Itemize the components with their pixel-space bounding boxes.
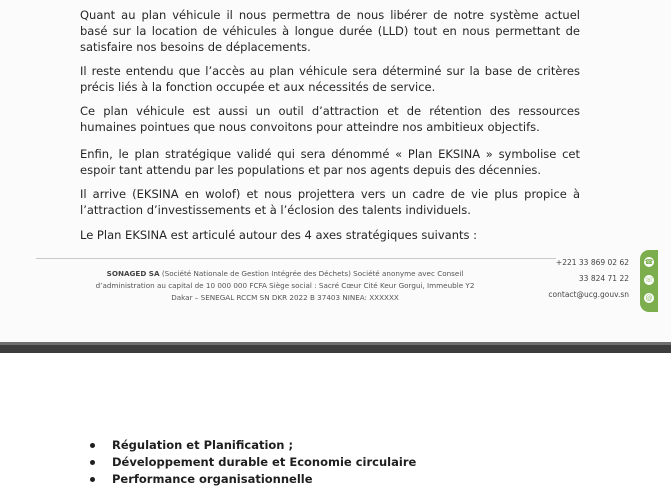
paragraph-plan-eksina: Enfin, le plan stratégique validé qui sera dénommé « Plan EKSINA » symbolise cet espoir tant attendu par les populations et par nos agents depuis des décennies. <box>80 147 580 177</box>
company-line2: d’administration au capital de 10 000 000 FCFA Siège social : Sacré Cœur Cité Keur Gorgui, Immeuble Y2 <box>95 281 475 290</box>
phone-number-1: +221 33 869 02 62 <box>555 258 629 267</box>
phone-number-2: 33 824 71 22 <box>578 274 629 283</box>
footer-contacts <box>548 255 629 303</box>
list-item: Performance organisationnelle <box>86 471 416 488</box>
paragraph-attraction-retention: Ce plan véhicule est aussi un outil d’attraction et de rétention des ressources humaines pointues que nous convoitons pour atteindre nos ambitieux objectifs. <box>80 104 580 134</box>
paragraph-plan-vehicule: Quant au plan véhicule il nous permettra de nous libérer de notre système actuel basé sur la location de véhicules à longue durée (LLD) tout en nous permettant de satisfaire nos besoins de déplacements. <box>80 8 580 54</box>
paragraph-acces-plan: Il reste entendu que l’accès au plan véhicule sera déterminé sur la base de critères précis liés à la fonction occupée et aux nécessités de service. <box>80 64 580 94</box>
footer-divider <box>36 258 556 259</box>
list-item: Développement durable et Economie circulaire <box>86 454 416 471</box>
company-line1: (Société Nationale de Gestion Intégrée des Déchets) Société anonyme avec Conseil <box>159 269 464 278</box>
email-icon: @ <box>645 294 653 302</box>
company-name: SONAGED SA <box>106 269 160 278</box>
footer-company-info <box>60 268 510 304</box>
strategic-axes-list <box>86 437 416 488</box>
list-item: Régulation et Planification ; <box>86 437 416 454</box>
fax-icon: ☏ <box>644 276 654 284</box>
bullet-icon <box>90 477 95 482</box>
bullet-icon <box>90 460 95 465</box>
page-separator <box>0 342 671 353</box>
bullet-icon <box>90 443 95 448</box>
contact-email: contact@ucg.gouv.sn <box>548 290 629 299</box>
phone-icon: ☎ <box>644 258 654 266</box>
paragraph-axes-intro: Le Plan EKSINA est articulé autour des 4 axes stratégiques suivants : <box>80 228 478 242</box>
paragraph-il-arrive: Il arrive (EKSINA en wolof) et nous projettera vers un cadre de vie plus propice à l’attraction d’investissements et à l’éclosion des talents individuels. <box>80 187 580 217</box>
company-line3: Dakar – SENEGAL RCCM SN DKR 2022 B 37403 NINEA: XXXXXX <box>171 293 399 302</box>
